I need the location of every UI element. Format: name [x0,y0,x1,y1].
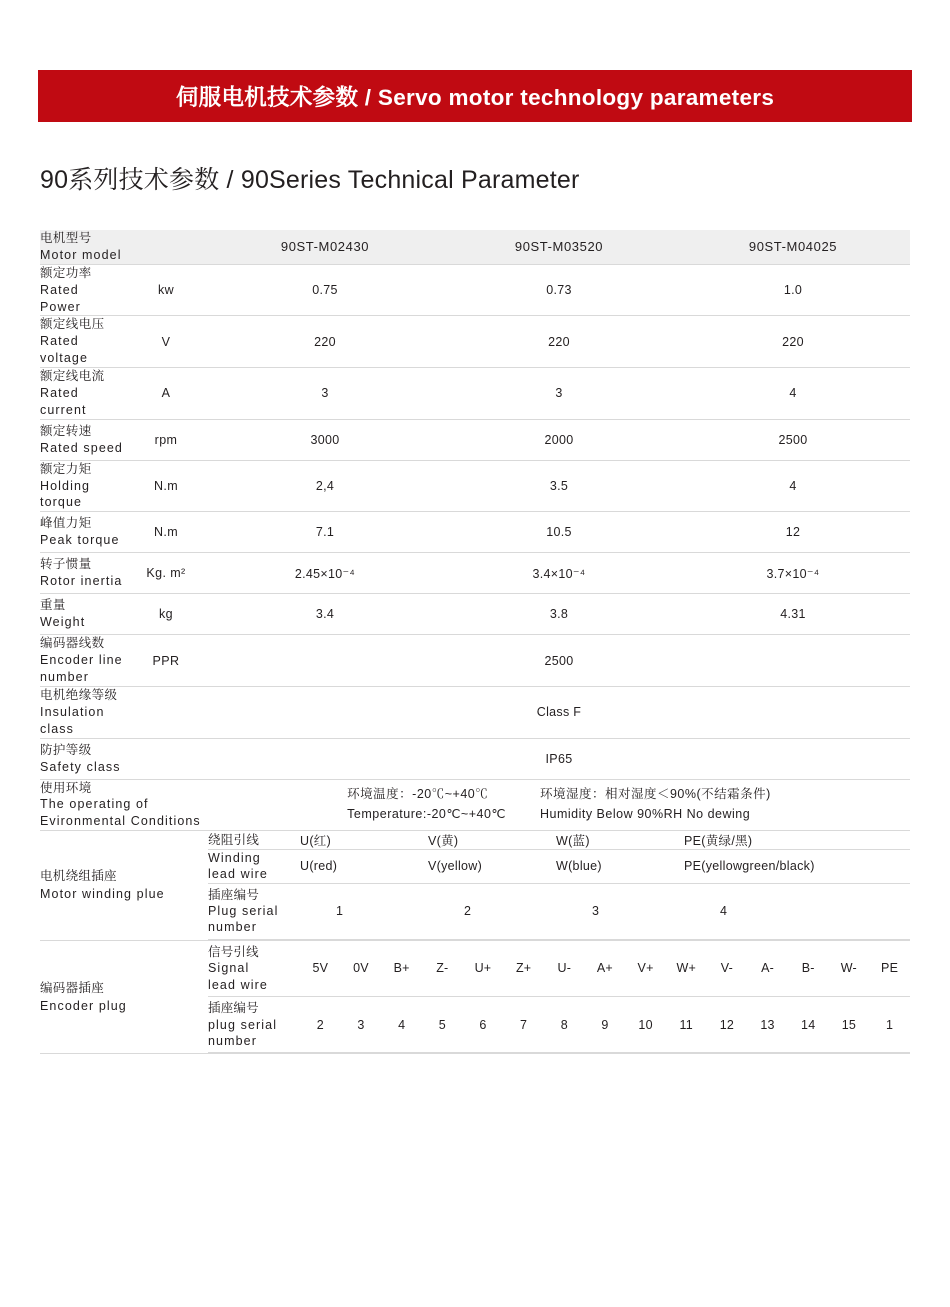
row-label-motor-winding [40,831,208,941]
row-value-merged: IP65 [208,738,910,779]
winding-plug-cn: 插座编号 [208,887,260,902]
row-label-en: Rated Power [40,282,81,314]
table-row-encoder-plug [40,940,910,1054]
winding-lead-cn: 绕阻引线 [208,833,260,847]
row-value: 0.75 [208,264,442,316]
row-value-merged: 2500 [208,635,910,687]
row-label-holding-torque [40,460,124,512]
row-value: 220 [208,316,442,368]
row-value: 0.73 [442,264,676,316]
encoder-plug-number: 7 [503,997,544,1053]
row-label-en: Safety class [40,759,121,774]
row-label-cn: 重量 [40,598,66,613]
encoder-signal: PE [869,941,910,997]
winding-lead-label [208,831,300,850]
row-value: 3.4×10⁻⁴ [442,553,676,594]
row-label-cn: 使用环境 [40,780,92,795]
header-model-3: 90ST-M04025 [676,230,910,264]
table-row [40,738,910,779]
encoder-signal: Z+ [503,941,544,997]
environment-temperature [347,785,506,824]
winding-plug-row [208,883,910,939]
row-unit: N.m [124,460,208,512]
row-label-en: Rated voltage [40,334,89,366]
row-value: 3 [442,368,676,420]
row-value: 2.45×10⁻⁴ [208,553,442,594]
winding-lead-w-en: W(blue) [556,850,684,884]
row-value: 12 [676,512,910,553]
encoder-plug-en-1: plug serial [208,1017,278,1032]
winding-lead-v-cn: V(黄) [428,831,556,850]
encoder-plug-number: 13 [747,997,788,1053]
encoder-signal-label [208,941,300,997]
row-value-merged: Class F [208,686,910,738]
encoder-signal-en-1: Signal [208,961,250,976]
row-unit: Kg. m² [124,553,208,594]
encoder-signal: U+ [463,941,504,997]
winding-lead-row [208,831,910,850]
spec-table-wrapper [40,230,910,1054]
table-row [40,512,910,553]
row-unit [124,738,208,779]
row-label-environment [40,779,208,831]
encoder-signal: W+ [666,941,707,997]
row-unit: N.m [124,512,208,553]
row-label-cn: 电机绝缘等级 [40,687,118,702]
row-label-cn: 额定线电流 [40,369,105,383]
row-label-cn: 电机绕组插座 [40,869,117,884]
table-row [40,368,910,420]
row-label-rated-power [40,264,124,316]
encoder-plug-number: 5 [422,997,463,1053]
encoder-signal: Z- [422,941,463,997]
winding-lead-w-cn: W(蓝) [556,831,684,850]
row-label-cn: 防护等级 [40,742,92,757]
table-row [40,460,910,512]
row-label-cn: 额定转速 [40,423,92,438]
row-value: 2500 [676,419,910,460]
table-row [40,264,910,316]
encoder-plug-number: 3 [341,997,382,1053]
encoder-inner-table [208,941,910,1054]
table-row [40,594,910,635]
row-unit [124,686,208,738]
encoder-signal-cn: 信号引线 [208,945,259,959]
row-label-weight [40,594,124,635]
row-label-en-2: Evironmental Conditions [40,814,201,829]
winding-lead-en-2: lead wire [208,867,268,882]
row-value: 3.5 [442,460,676,512]
encoder-plug-number: 4 [381,997,422,1053]
row-label-encoder-plug [40,940,208,1054]
row-label-insulation-class [40,686,124,738]
row-value: 3.4 [208,594,442,635]
winding-plug-label [208,883,300,939]
row-label-cn: 额定功率 [40,265,92,280]
winding-inner-table [208,831,910,940]
encoder-signal: U- [544,941,585,997]
environment-temp-cn: 环境温度：-20℃~+40℃ [347,787,489,802]
row-value: 3 [208,368,442,420]
table-row [40,553,910,594]
environment-temp-en: Temperature:-20℃~+40℃ [347,806,506,821]
row-value: 220 [442,316,676,368]
table-row-environment [40,779,910,831]
encoder-signal: B- [788,941,829,997]
encoder-signal-en-2: lead wire [208,977,268,992]
row-value: 1.0 [676,264,910,316]
row-label-en: Rotor inertia [40,574,123,589]
environment-hum-cn: 环境湿度：相对湿度＜90%(不结霜条件) [539,787,771,802]
row-value: 3.7×10⁻⁴ [676,553,910,594]
header-label-en: Motor model [40,247,122,262]
environment-hum-en: Humidity Below 90%RH No dewing [539,806,751,821]
encoder-plug-number: 1 [869,997,910,1053]
encoder-signal: V+ [625,941,666,997]
row-label-en-1: The operating of [40,797,149,812]
row-label-en: Weight [40,615,86,630]
section-title: 90系列技术参数 / 90Series Technical Parameter [40,166,580,194]
row-label-cn: 编码器线数 [40,636,105,651]
row-unit: kw [124,264,208,316]
row-label-rated-voltage [40,316,124,368]
encoder-plug-number: 15 [829,997,870,1053]
table-row [40,635,910,687]
encoder-plug-en-2: number [208,1033,257,1048]
winding-lead-u-cn: U(红) [300,831,428,850]
row-label-cn: 转子惯量 [40,557,92,572]
encoder-plug-cn: 插座编号 [208,1001,259,1016]
winding-plug-number: 1 [300,883,428,939]
encoder-signal: 5V [300,941,341,997]
row-label-cn: 额定线电压 [40,317,105,332]
spec-table [40,230,910,1054]
encoder-plug-number: 11 [666,997,707,1053]
winding-lead-u-en: U(red) [300,850,428,884]
winding-lead-label-en [208,850,300,884]
row-label-encoder-line-number [40,635,124,687]
header-label-cell [40,230,208,264]
row-value: 2,4 [208,460,442,512]
table-row [40,316,910,368]
encoder-plug-number: 12 [707,997,748,1053]
table-header-row [40,230,910,264]
row-label-en: Motor winding plue [40,887,165,902]
winding-plug-en-1: Plug serial [208,904,279,918]
row-label-en: Encoder line number [40,653,123,684]
row-unit: PPR [124,635,208,687]
row-unit: A [124,368,208,420]
header-label-cn: 电机型号 [40,231,92,245]
row-label-en: Holding torque [40,478,91,510]
row-label-peak-torque [40,512,124,553]
row-value: 7.1 [208,512,442,553]
table-row [40,686,910,738]
row-value: 10.5 [442,512,676,553]
encoder-signal: V- [707,941,748,997]
encoder-signal: B+ [381,941,422,997]
row-value: 220 [676,316,910,368]
banner-title: 伺服电机技术参数 / Servo motor technology parameters [175,85,775,110]
row-label-en: Insulation class [40,704,105,736]
row-value: 2000 [442,419,676,460]
encoder-signal-row [208,941,910,997]
winding-plug-number: 3 [556,883,684,939]
row-unit: kg [124,594,208,635]
winding-lead-pe-en: PE(yellowgreen/black) [684,850,910,884]
row-label-en: Rated speed [40,440,123,455]
row-label-en: Encoder plug [40,998,127,1013]
winding-lead-en-1: Winding [208,851,261,866]
row-label-en: Peak torque [40,533,120,548]
winding-lead-v-en: V(yellow) [428,850,556,884]
encoder-plug-number: 9 [585,997,626,1053]
row-label-safety-class [40,738,124,779]
encoder-plug-number: 2 [300,997,341,1053]
motor-winding-detail [208,831,910,941]
encoder-plug-number: 14 [788,997,829,1053]
winding-plug-number: 2 [428,883,556,939]
winding-plug-number: 4 [684,883,910,939]
winding-lead-pe-cn: PE(黄绿/黑) [684,831,910,850]
page-header-banner [38,70,912,122]
row-label-en: Rated current [40,385,87,417]
encoder-signal: 0V [341,941,382,997]
row-label-cn: 额定力矩 [40,461,92,476]
encoder-plug-number-row [208,997,910,1053]
encoder-signal: W- [829,941,870,997]
row-unit: V [124,316,208,368]
encoder-plug-number: 10 [625,997,666,1053]
row-unit: rpm [124,419,208,460]
row-label-cn: 峰值力矩 [40,516,92,531]
row-label-rated-current [40,368,124,420]
row-value: 4.31 [676,594,910,635]
row-label-rotor-inertia [40,553,124,594]
row-value: 3000 [208,419,442,460]
header-model-1: 90ST-M02430 [208,230,442,264]
winding-lead-row-en [208,850,910,884]
row-value: 3.8 [442,594,676,635]
environment-values [208,779,910,831]
header-model-2: 90ST-M03520 [442,230,676,264]
row-label-rated-speed [40,419,124,460]
winding-plug-en-2: number [208,920,257,935]
encoder-plug-detail [208,940,910,1054]
row-label-cn: 编码器插座 [40,980,105,995]
environment-humidity [540,785,771,824]
encoder-plug-label [208,997,300,1053]
encoder-signal: A- [747,941,788,997]
row-value: 4 [676,460,910,512]
encoder-plug-number: 6 [463,997,504,1053]
table-row-motor-winding [40,831,910,941]
row-value: 4 [676,368,910,420]
encoder-plug-number: 8 [544,997,585,1053]
encoder-signal: A+ [585,941,626,997]
table-row [40,419,910,460]
